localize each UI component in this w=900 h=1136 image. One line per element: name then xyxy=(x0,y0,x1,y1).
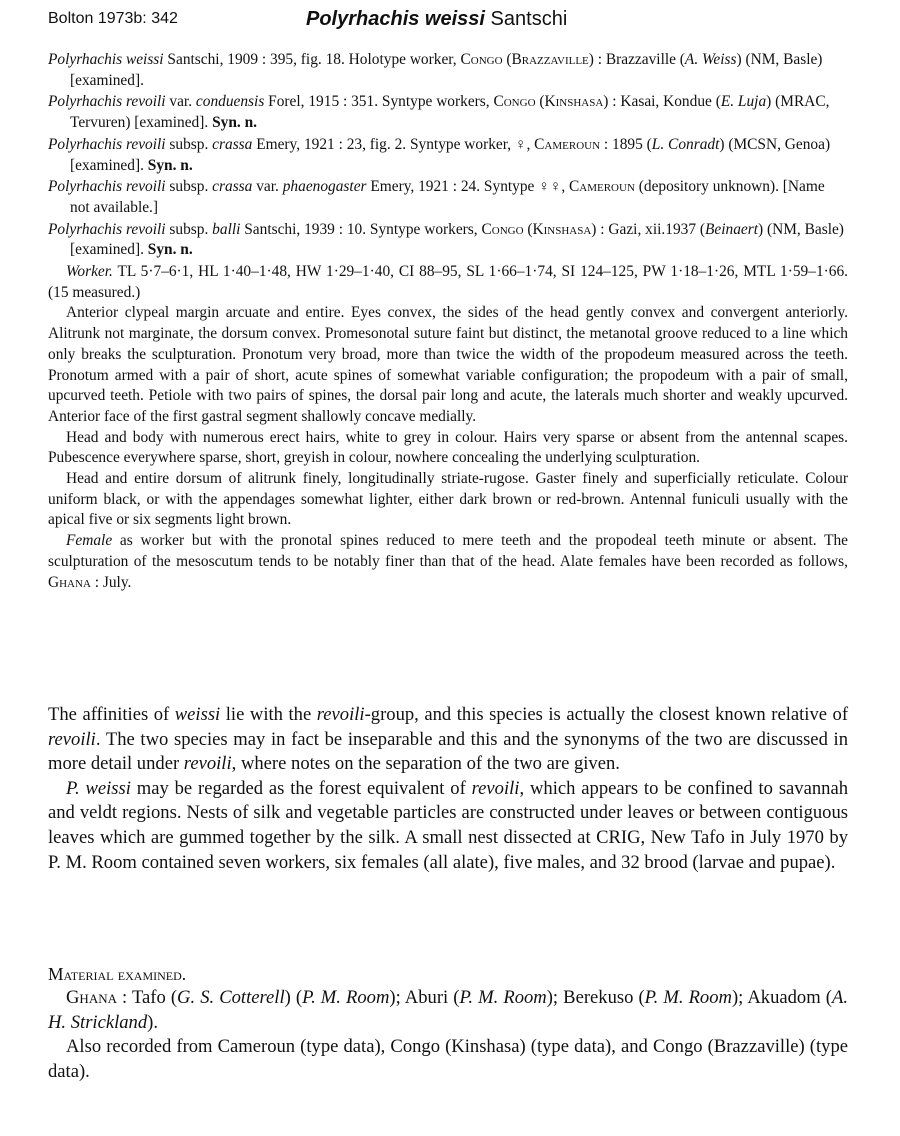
synonymy-entry: Polyrhachis revoili var. conduensis Forel, 1915 : 351. Syntype workers, Congo (Kinshasa) : Kasai, Kondue (E. Luja) (MRAC, Tervuren) [examined]. Syn. n. xyxy=(48,93,830,132)
worker-sculpture: Head and entire dorsum of alitrunk finely, longitudinally striate-rugose. Gaster finely and superficially reticulate. Colour uniform black, or with the appendages somewhat lighter, either dark brown or red-brown. Antennal funiculi usually with the apical five or six segments light brown. xyxy=(48,470,848,529)
material-records: Ghana : Tafo (G. S. Cotterell) (P. M. Room); Aburi (P. M. Room); Berekuso (P. M. Room); Akuadom (A. H. Strickland). xyxy=(48,987,848,1033)
discussion-paragraph: The affinities of weissi lie with the revoili-group, and this species is actually the closest known relative of revoili. The two species may in fact be inseparable and this and the synonyms of the two are discussed in more detail under revoili, where notes on the separation of the two are given. xyxy=(48,704,849,775)
discussion-section xyxy=(48,703,848,875)
material-heading: Material examined. xyxy=(48,964,187,984)
worker-pilosity: Head and body with numerous erect hairs, white to grey in colour. Hairs very sparse or absent from the antennal scapes. Pubescence everywhere sparse, short, greyish in colour, nowhere concealing the underlying sculpturation. xyxy=(48,428,848,467)
synonymy-entry: Polyrhachis revoili subsp. crassa Emery, 1921 : 23, fig. 2. Syntype worker, ♀, Cameroun : 1895 (L. Conradt) (MCSN, Genoa) [examined]. Syn. n. xyxy=(48,135,831,174)
synonymy-entry: Polyrhachis revoili subsp. balli Santschi, 1939 : 10. Syntype workers, Congo (Kinshasa) : Gazi, xii.1937 (Beinaert) (NM, Basle) [examined]. Syn. n. xyxy=(48,220,844,259)
worker-description: Anterior clypeal margin arcuate and entire. Eyes convex, the sides of the head gently convex and convergent anteriorly. Alitrunk not marginate, the dorsum convex. Promesonotal suture faint but distinct, the metanotal groove reduced to a line which only breaks the sculpturation. Pronotum very broad, more than twice the width of the propodeum measured across the teeth. Pronotum armed with a pair of short, acute spines of somewhat variable configuration; the propodeum with a pair of small, upcurved teeth. Petiole with two pairs of spines, the dorsal pair long and acute, the laterals much shorter and weakly upcurved. Anterior face of the first gastral segment shallowly concave medially. xyxy=(48,304,848,425)
page-reference: Bolton 1973b: 342 xyxy=(48,10,178,27)
worker-measurements: Worker. TL 5·7–6·1, HL 1·40–1·48, HW 1·29–1·40, CI 88–95, SL 1·66–1·74, SI 124–125, PW 1·18–1·26, MTL 1·59–1·66. (15 measured.) xyxy=(48,263,848,301)
material-section xyxy=(48,986,848,1084)
synonymy-entry: Polyrhachis revoili subsp. crassa var. phaenogaster Emery, 1921 : 24. Syntype ♀♀, Cameroun (depository unknown). [Name not available.] xyxy=(48,178,825,216)
page-title xyxy=(306,8,567,31)
synonymy-entry: Polyrhachis weissi Santschi, 1909 : 395, fig. 18. Holotype worker, Congo (Brazzaville) : Brazzaville (A. Weiss) (NM, Basle) [examined]. xyxy=(48,51,823,89)
species-name: Polyrhachis weissi xyxy=(306,8,485,30)
material-also-recorded: Also recorded from Cameroun (type data), Congo (Kinshasa) (type data), and Congo (Brazzaville) (type data). xyxy=(48,1036,848,1082)
synonymy-list xyxy=(48,50,848,593)
female-description: Female as worker but with the pronotal spines reduced to mere teeth and the propodeal teeth minute or absent. The sculpturation of the mesoscutum tends to be notably finer than that of the head. Alate females have been recorded as follows, Ghana : July. xyxy=(48,532,848,591)
discussion-paragraph: P. weissi may be regarded as the forest equivalent of revoili, which appears to be confined to savannah and veldt regions. Nests of silk and vegetable particles are constructed under leaves or between contiguous leaves which are gummed together by the silk. A small nest dissected at CRIG, New Tafo in July 1970 by P. M. Room contained seven workers, six females (all alate), five males, and 32 brood (larvae and pupae). xyxy=(48,777,848,873)
species-author: Santschi xyxy=(490,8,568,30)
